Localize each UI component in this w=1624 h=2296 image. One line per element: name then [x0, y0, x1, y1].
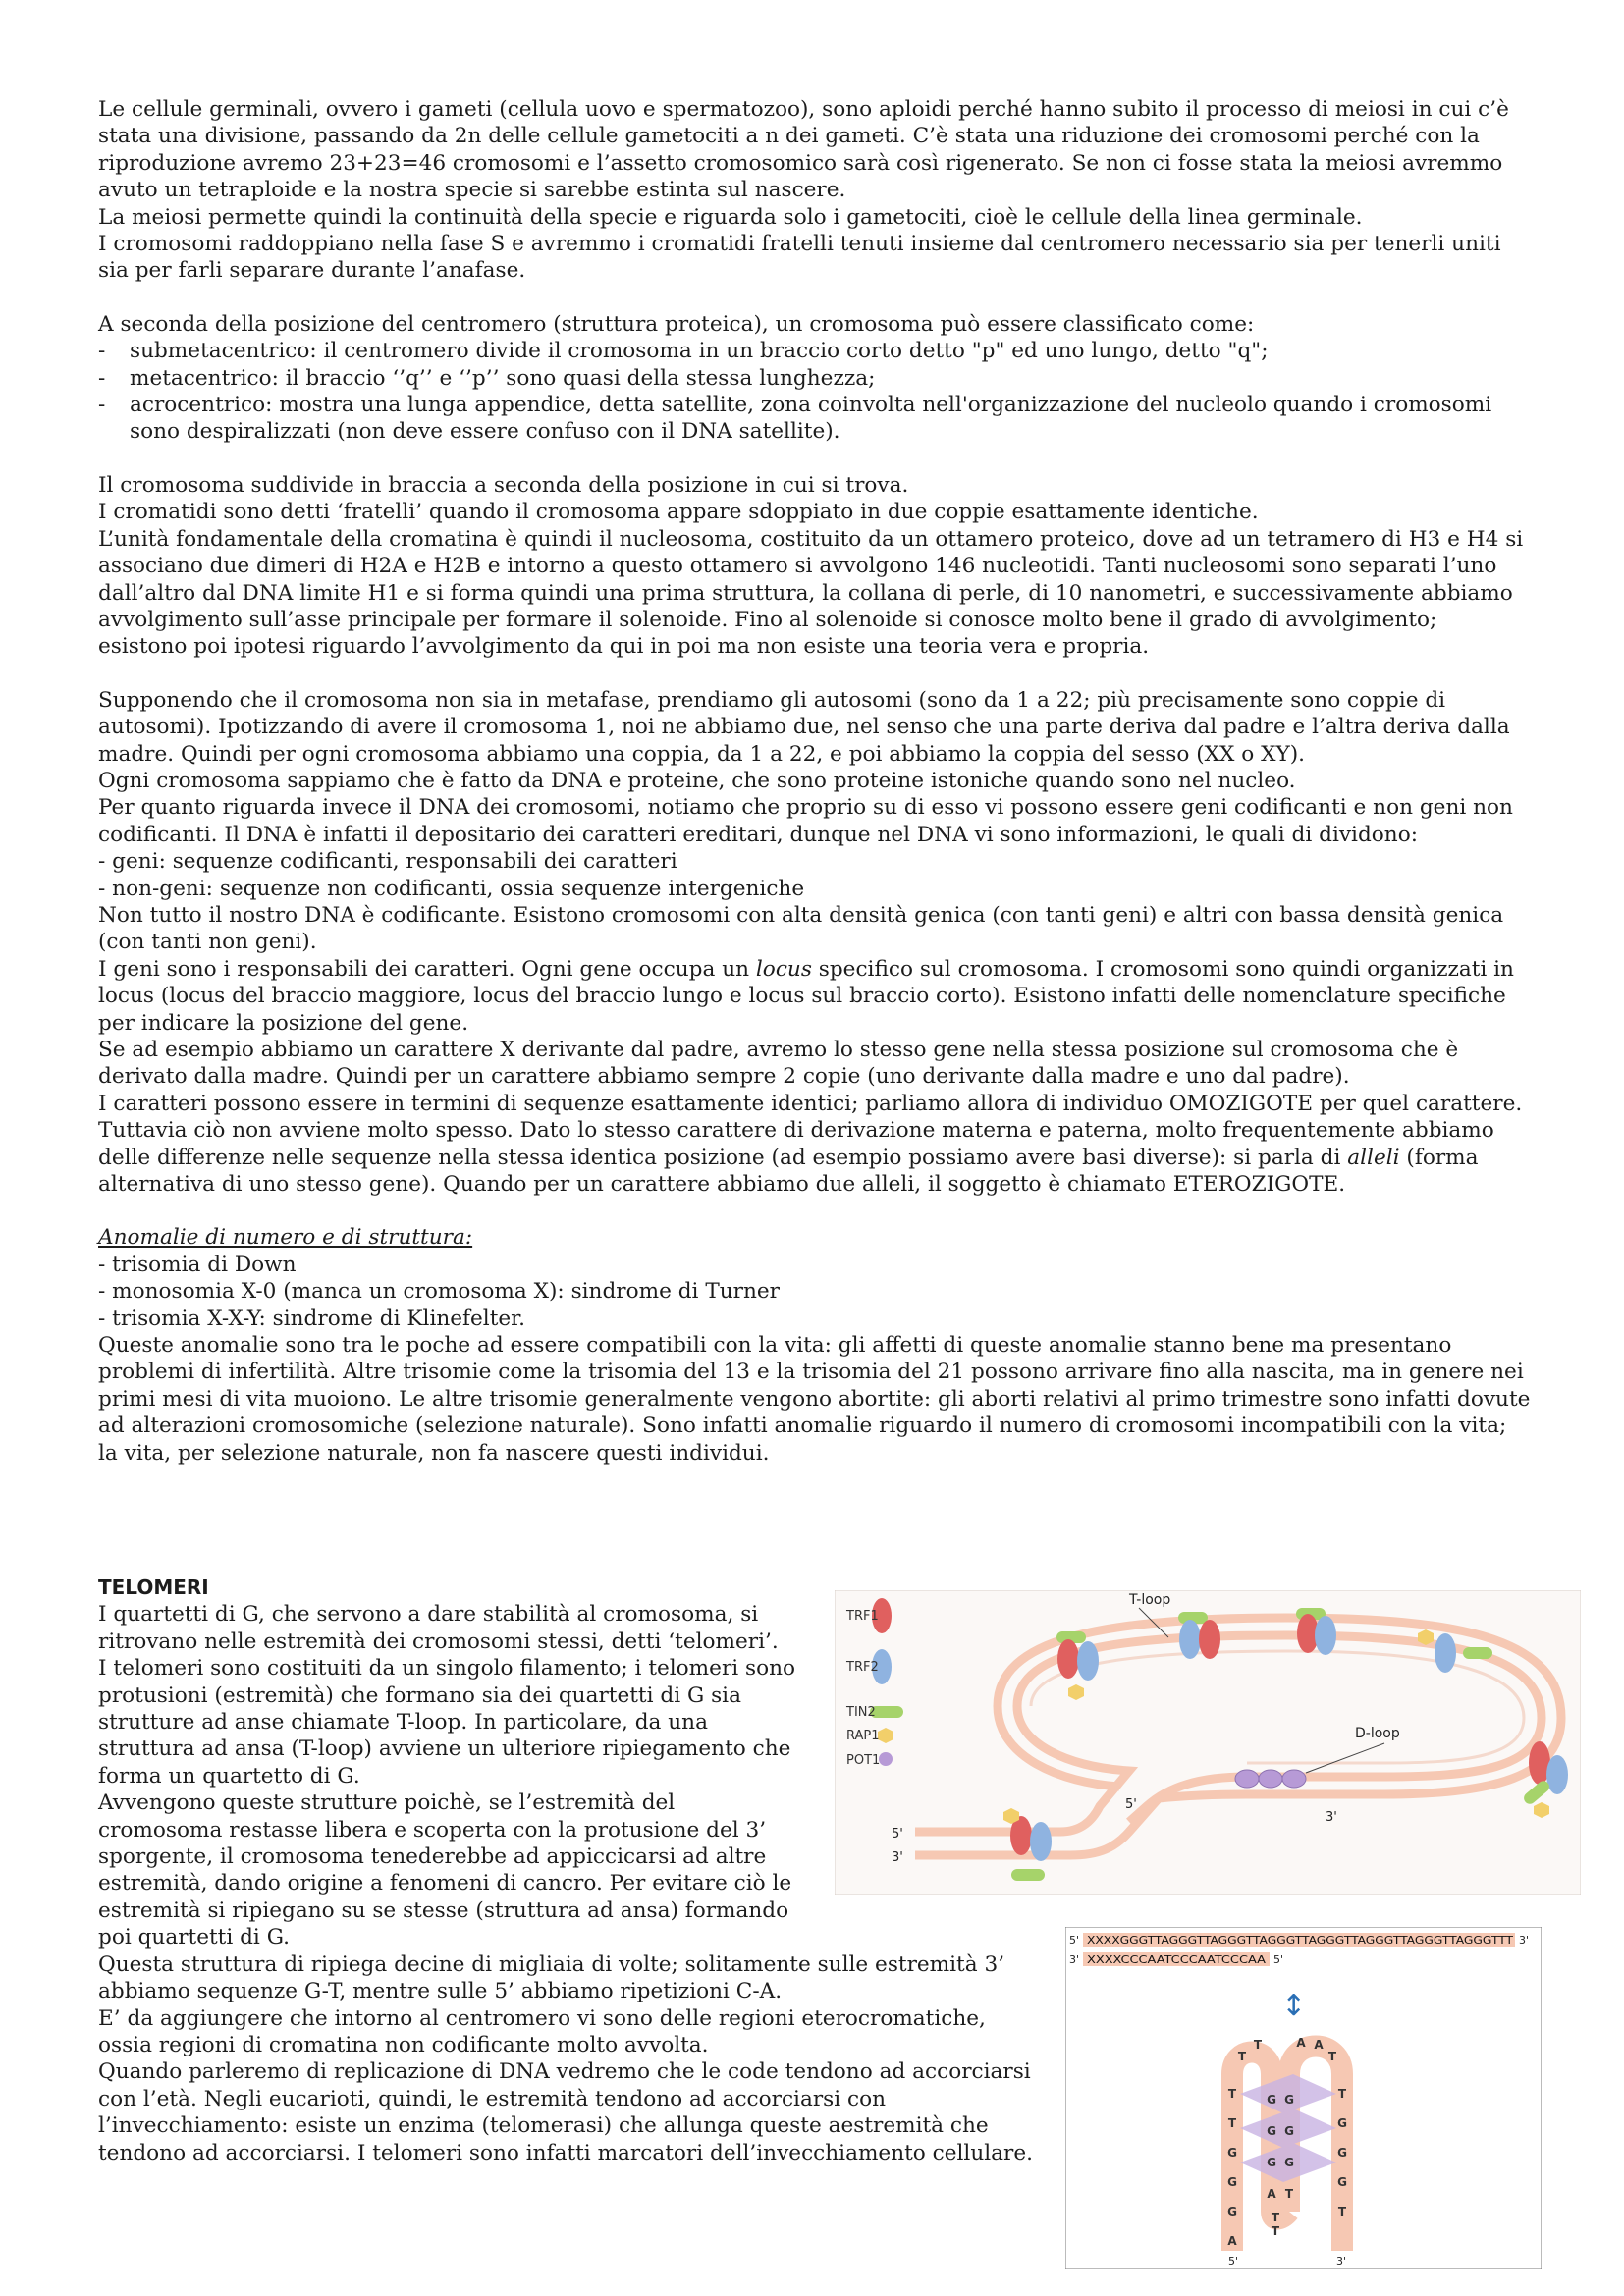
list-item: - trisomia X-X-Y: sindrome di Klinefelter.	[98, 1306, 525, 1331]
nucleotide-letter: G	[1337, 2116, 1347, 2130]
list-item: - acrocentrico: mostra una lunga appendice, detta satellite, zona coinvolta nell'organizzazione del nucleolo quando i cromosomi sono despiralizzati (non deve essere confuso con il DNA satellite).	[98, 392, 1532, 446]
paragraph: Supponendo che il cromosoma non sia in metafase, prendiamo gli autosomi (sono da 1 a 22; più precisamente sono coppie di autosomi). Ipotizzando di avere il cromosoma 1, noi ne abbiamo due, nel senso che una parte deriva dal padre e l’altra deriva dalla madre. Quindi per ogni cromosoma abbiamo una coppia, da 1 a 22, e poi abbiamo la coppia del sesso (XX o XY).	[98, 687, 1510, 767]
end-3-label: 3'	[1336, 2255, 1347, 2268]
pot1-legend-icon	[879, 1752, 893, 1766]
nucleotide-letter: G	[1284, 2156, 1294, 2169]
nucleotide-letter: A	[1314, 2038, 1324, 2052]
equivalence-arrow-icon: ↕	[1281, 1989, 1307, 2023]
paragraph: Tuttavia ciò non avviene molto spesso. Dato lo stesso carattere di derivazione materna e paterna, molto frequentemente abbiamo delle differenze nelle sequenze nella stessa identica posizione (ad esempio possiamo avere basi diverse): si parla di alleli (forma alternativa di uno stesso gene). Quando per un carattere abbiamo due alleli, il soggetto è chiamato ETEROZIGOTE.	[98, 1118, 1494, 1198]
legend-label: TRF1	[846, 1609, 879, 1624]
paragraph: Queste anomalie sono tra le poche ad essere compatibili con la vita: gli affetti di queste anomalie stanno bene ma presentano problemi di infertilità. Altre trisomie come la trisomia del 13 e la trisomia del 21 possono arrivare fino alla nascita, ma in genere nei primi mesi di vita muoiono. Le altre trisomie generalmente vengono abortite: gli aborti relativi al primo trimestre sono infatti dovute ad alterazioni cromosomiche (selezione naturale). Sono infatti anomalie riguardo il numero di cromosomi incompatibili con la vita; la vita, per selezione naturale, non fa nascere questi individui.	[98, 1333, 1531, 1466]
paragraph: I geni sono i responsabili dei caratteri. Ogni gene occupa un locus specifico sul cromosoma. I cromosomi sono quindi organizzati in locus (locus del braccio maggiore, locus del braccio lungo e locus sul braccio corto). Esistono infatti delle nomenclature specifiche per indicare la posizione del gene.	[98, 956, 1514, 1036]
nucleotide-letter: T	[1284, 2187, 1294, 2201]
top-5-label: 5'	[1069, 1934, 1080, 1947]
paragraph: - geni: sequenze codificanti, responsabili dei caratteri	[98, 849, 677, 875]
document-page	[98, 96, 1532, 1467]
paragraph: La meiosi permette quindi la continuità della specie e riguarda solo i gametociti, cioè le cellule della linea germinale.	[98, 204, 1363, 230]
paragraph: Avvengono queste strutture poichè, se l’estremità del cromosoma restasse libera e scoperta con la protusione del 3’ sporgente, il cromosoma tenederebbe ad appiccicarsi ad altre estremità, dando origine a fenomeni di cancro. Per evitare ciò le estremità si ripiegano su se stesse (struttura ad ansa) formando poi quartetti di G.	[98, 1790, 792, 1950]
paragraph: L’unità fondamentale della cromatina è quindi il nucleosoma, costituito da un ottamero proteico, dove ad un tetramero di H3 e H4 si associano due dimeri di H2A e H2B e intorno a questo ottamero si avvolgono 146 nucleotidi. Tanti nucleosomi sono separati l’uno dall’altro dal DNA limite H1 e si forma quindi una prima struttura, la collana di perle, di 10 nanometri, e successivamente abbiamo avvolgimento sull’asse principale per formare il solenoide. Fino al solenoide si conosce molto bene il grado di avvolgimento; esistono poi ipotesi riguardo l’avvolgimento da qui in poi ma non esiste una teoria vera e propria.	[98, 526, 1524, 660]
top-sequence: XXXXGGGTTAGGGTTAGGGTTAGGGTTAGGGTTAGGGTTAGGGTTAGGGTTT	[1087, 1934, 1514, 1947]
paragraph: I quartetti di G, che servono a dare stabilità al cromosoma, si ritrovano nelle estremità dei cromosomi stessi, detti ‘telomeri’.	[98, 1602, 779, 1654]
section-heading: Anomalie di numero e di struttura:	[98, 1225, 473, 1251]
end-5-label: 5'	[1228, 2255, 1239, 2268]
alleli-term: alleli	[1347, 1145, 1400, 1170]
telomeri-narrow-text	[98, 1601, 805, 1950]
inner-3-label: 3'	[1326, 1810, 1337, 1825]
paragraph: Se ad esempio abbiamo un carattere X derivante dal padre, avremo lo stesso gene nella stessa posizione sul cromosoma che è derivato dalla madre. Quindi per un carattere abbiamo sempre 2 copie (uno derivante dalla madre e uno dal padre).	[98, 1038, 1459, 1090]
end-5-label: 5'	[892, 1827, 903, 1842]
nucleotide-letter: A	[1227, 2234, 1237, 2248]
top-3-label: 3'	[1519, 1934, 1530, 1947]
nucleotide-letter: A	[1296, 2036, 1306, 2050]
paragraph: I cromatidi sono detti ‘fratelli’ quando il cromosoma appare sdoppiato in due coppie esattamente identiche.	[98, 500, 1259, 525]
nucleotide-letter: G	[1284, 2124, 1294, 2138]
paragraph: Per quanto riguarda invece il DNA dei cromosomi, notiamo che proprio su di esso vi possono essere geni codificanti e non geni non codificanti. Il DNA è infatti il depositario dei caratteri ereditari, dunque nel DNA vi sono informazioni, le quali di dividono:	[98, 795, 1513, 847]
nucleotide-letter: G	[1267, 2093, 1276, 2107]
list-item: - trisomia di Down	[98, 1252, 297, 1277]
nucleotide-letter: G	[1227, 2175, 1237, 2189]
legend-label: TRF2	[846, 1660, 879, 1675]
paragraph: Quando parleremo di replicazione di DNA vedremo che le code tendono ad accorciarsi con l’età. Negli eucarioti, quindi, le estremità tendono ad accorciarsi con l’invecchiamento: esiste un enzima (telomerasi) che allunga queste aestremità che tendono ad accorciarsi. I telomeri sono infatti marcatori dell’invecchiamento cellulare.	[98, 2059, 1033, 2165]
nucleotide-letter: T	[1327, 2050, 1337, 2063]
nucleotide-letter: T	[1237, 2050, 1247, 2063]
paragraph: I telomeri sono costituiti da un singolo filamento; i telomeri sono protusioni (estremità) che formano sia dei quartetti di G sia strutture ad anse chiamate T-loop. In particolare, da una struttura ad ansa (T-loop) avviene un ulteriore ripiegamento che forma un quartetto di G.	[98, 1656, 796, 1789]
nucleotide-letter: G	[1267, 2156, 1276, 2169]
bottom-5-label: 5'	[1273, 1953, 1284, 1966]
nucleotide-letter: G	[1267, 2124, 1276, 2138]
paragraph: Il cromosoma suddivide in braccia a seconda della posizione in cui si trova.	[98, 472, 909, 498]
paragraph: Ogni cromosoma sappiamo che è fatto da DNA e proteine, che sono proteine istoniche quando sono nel nucleo.	[98, 768, 1296, 793]
legend-label: TIN2	[846, 1705, 876, 1720]
autosomi-section	[98, 687, 1532, 1199]
end-3-label: 3'	[892, 1850, 903, 1865]
intro-section	[98, 96, 1532, 285]
nucleotide-letter: T	[1337, 2087, 1347, 2101]
cromatina-section	[98, 472, 1532, 661]
bottom-3-label: 3'	[1069, 1953, 1080, 1966]
list-item: - metacentrico: il braccio ‘’q’’ e ‘’p’’ sono quasi della stessa lunghezza;	[98, 365, 1532, 392]
section-heading: TELOMERI	[98, 1575, 209, 1599]
centromero-section	[98, 311, 1532, 446]
nucleotide-letter: G	[1337, 2175, 1347, 2189]
chromosome-types-list	[98, 338, 1532, 446]
nucleotide-letter: G	[1227, 2205, 1237, 2218]
nucleotide-letter: T	[1271, 2211, 1280, 2224]
paragraph: I caratteri possono essere in termini di sequenze esattamente identici; parliamo allora di individuo OMOZIGOTE per quel carattere.	[98, 1091, 1523, 1116]
paragraph: Le cellule germinali, ovvero i gameti (cellula uovo e spermatozoo), sono aploidi perché hanno subito il processo di meiosi in cui c’è stata una divisione, passando da 2n delle cellule gametociti a n dei gameti. C’è stata una riduzione dei cromosomi perché con la riproduzione avremo 23+23=46 cromosomi e l’assetto cromosomico sarà così rigenerato. Se non ci fosse stata la meiosi avremmo avuto un tetraploide e la nostra specie si sarebbe estinta sul nascere.	[98, 97, 1509, 203]
bottom-sequence: XXXXCCCAATCCCAATCCCAA	[1087, 1953, 1267, 1966]
anomalie-section	[98, 1224, 1532, 1467]
locus-term: locus	[755, 956, 812, 982]
paragraph: Questa struttura di ripiega decine di migliaia di volte; solitamente sulle estremità 3’ abbiamo sequenze G-T, mentre sulle 5’ abbiamo ripetizioni C-A.	[98, 1951, 1005, 2004]
legend-label: RAP1	[846, 1729, 880, 1743]
nucleotide-letter: T	[1337, 2205, 1347, 2218]
nucleotide-letter: G	[1284, 2093, 1294, 2107]
g-quadruplex-figure	[1065, 1927, 1542, 2269]
tloop-label: T-loop	[1129, 1592, 1171, 1608]
paragraph: - non-geni: sequenze non codificanti, ossia sequenze intergeniche	[98, 876, 805, 901]
nucleotide-letter: T	[1227, 2087, 1237, 2101]
paragraph: I cromosomi raddoppiano nella fase S e avremmo i cromatidi fratelli tenuti insieme dal centromero necessario sia per tenerli uniti sia per farli separare durante l’anafase.	[98, 232, 1501, 284]
legend-label: POT1	[846, 1753, 881, 1768]
paragraph: Non tutto il nostro DNA è codificante. Esistono cromosomi con alta densità genica (con tanti geni) e altri con bassa densità genica (con tanti non geni).	[98, 902, 1504, 955]
list-item: - monosomia X-0 (manca un cromosoma X): sindrome di Turner	[98, 1279, 780, 1305]
nucleotide-letter: T	[1271, 2224, 1280, 2238]
dloop-label: D-loop	[1355, 1726, 1400, 1741]
list-item: - submetacentrico: il centromero divide il cromosoma in un braccio corto detto "p" ed uno lungo, detto "q";	[98, 338, 1532, 364]
tloop-figure	[835, 1590, 1581, 1895]
paragraph: A seconda della posizione del centromero (struttura proteica), un cromosoma può essere classificato come:	[98, 311, 1255, 337]
nucleotide-letter: T	[1227, 2116, 1237, 2130]
paragraph: E’ da aggiungere che intorno al centromero vi sono delle regioni eterocromatiche, ossia regioni di cromatina non codificante molto avvolta.	[98, 2005, 986, 2057]
inner-5-label: 5'	[1125, 1797, 1137, 1812]
nucleotide-letter: G	[1337, 2146, 1347, 2160]
dloop-beads	[1235, 1770, 1306, 1788]
nucleotide-letter: A	[1267, 2187, 1276, 2201]
nucleotide-letter: G	[1227, 2146, 1237, 2160]
telomeri-wide-text	[98, 1951, 1041, 2166]
nucleotide-letter: T	[1253, 2038, 1263, 2052]
